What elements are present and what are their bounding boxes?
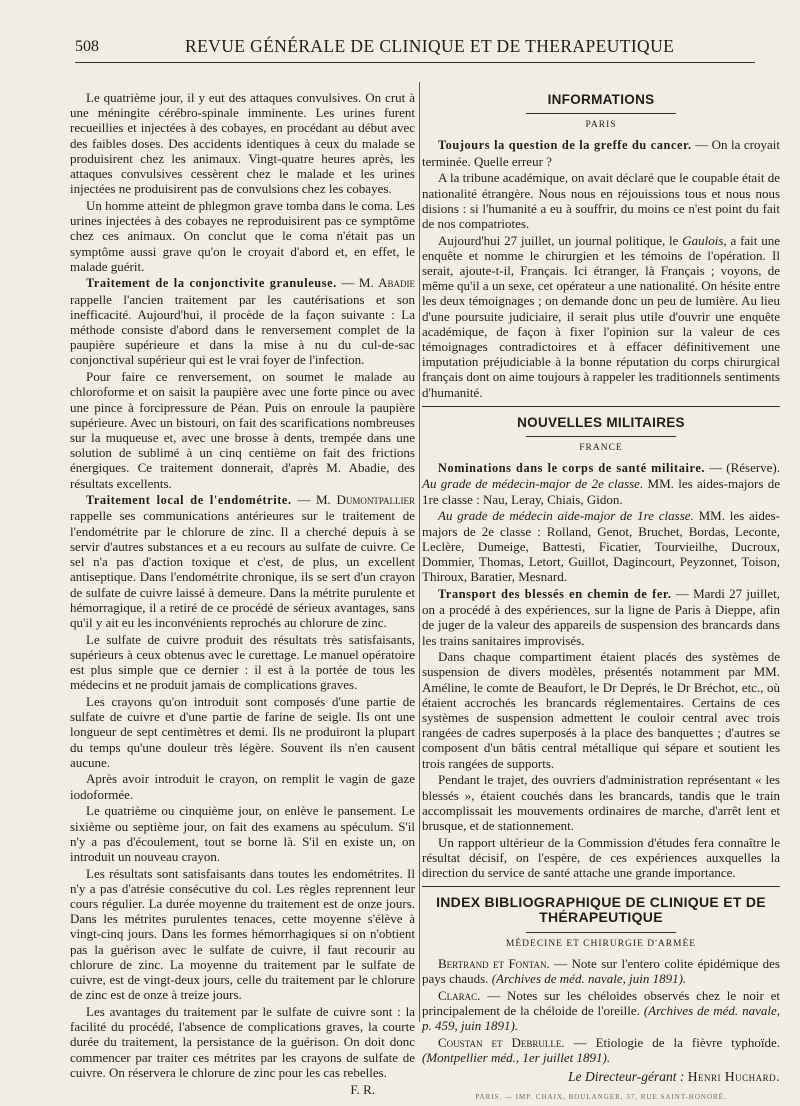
journal-title: REVUE GÉNÉRALE DE CLINIQUE ET DE THERAPEUTIQUE <box>185 36 675 56</box>
paragraph: Le sulfate de cuivre produit des résultats très satisfaisants, supérieurs à ceux obtenus avec le curettage. Le manuel opératoire est plus simple que ce dernier : il est à la portée de tous les médecins et ne produit jamais de complications graves. <box>70 631 415 693</box>
paragraph: A la tribune académique, on avait déclaré que le coupable était de nationalité étrangère. Nous nous en réjouissions tous et nous nous disions : si l'humanité a eu à souffrir, du moins ce n'est point du fait de nos compatriotes. <box>422 170 780 231</box>
entry-authors: Bertrand et Fontan. <box>438 955 550 971</box>
text-span: , a fait une enquête et nomme le chirurgien et les témoins de l'opération. Il serait, ajoute-t-il, Français. Ici étranger, là Français ; voyons, de même qu'il a un sexe, cet opérateur a une nationalité. On hésite entre les deux témoignages ; on demande donc un peu de lumière. Au lieu d'une poursuite judiciaire, il serait plus utile d'ouvrir une enquête académique, de façon à fixer l'opinion sur la valeur de ces témoignages contradictoires et à effacer définitivement une imputation préjudiciable à la bonne réputation du corps chirurgical français dont on aime toujours à rappeler les traditionnels sentiments d'humanité. <box>422 232 780 400</box>
section-endometrite: Traitement local de l'endométrite. — M. Dumontpallier rappelle ses communications antérieures sur le traitement de l'endométrite par le chlorure de zinc. Il a cherché depuis à se servir d'autres substances et a eu recours au sulfate de cuivre. Ce sel n'a pas d'action toxique et c'est, de plus, un excellent antiseptique. Dans l'endométrite chronique, ils se sert d'un crayon de sulfate de cuivre laissé à demeure. Dans la métrite purulente et hémorragique, il a retiré de ce procédé de sérieux avantages, sans qu'il y ait eu les inconvénients reprochés au chlorure de zinc. <box>70 492 415 630</box>
informations-heading: INFORMATIONS <box>547 92 655 107</box>
author-name: Dumontpallier <box>336 492 415 508</box>
section-text: (Réserve). <box>726 460 781 476</box>
printer-imprint: PARIS. — IMP. CHAIX, BOULANGER, 37, RUE SAINT-HONORÉ. <box>475 1093 727 1102</box>
names-list: MM. les aides-majors de 1re classe : Nau, Leray, Chiais, Gidon. <box>422 476 780 507</box>
heading-rule <box>526 436 676 437</box>
heading-rule <box>526 932 676 933</box>
grade-label: Au grade de médecin aide-major de 1re classe. <box>438 508 694 524</box>
section-title: Toujours la question de la greffe du cancer. <box>438 138 692 153</box>
paragraph: Un rapport ultérieur de la Commission d'études fera connaître le résultat décisif, on l'espère, de ces expériences auxquelles la direction du service de santé attache une grande importance. <box>422 834 780 881</box>
paragraph: Les crayons qu'on introduit sont composés d'une partie de sulfate de cuivre et d'une partie de farine de seigle. Ils ont une longueur de sept centimètres et demi. Ils ne produiront la plupart du temps qu'une douleur très légère. Souvent ils n'en causent aucune. <box>70 693 415 770</box>
section-title: Traitement de la conjonctivite granuleuse. <box>86 276 337 291</box>
directeur-label: Le Directeur-gérant : <box>568 1069 688 1085</box>
section-conjonctivite: Traitement de la conjonctivite granuleuse. — M. Abadie rappelle l'ancien traitement par les cautérisations et son inefficacité. Aujourd'hui, il procède de la façon suivante : La méthode consiste d'abord dans le renversement complet de la paupière supérieure et dans la mise à nu du cul-de-sac conjonctival supérieur qui est le vrai foyer de l'infection. <box>70 275 415 368</box>
section-greffe: Toujours la question de la greffe du cancer. — On la croyait terminée. Quelle erreur ? <box>422 137 780 169</box>
informations-subheading: PARIS <box>585 120 617 131</box>
section-title: Nominations dans le corps de santé militaire. <box>438 461 706 476</box>
index-heading: INDEX BIBLIOGRAPHIQUE DE CLINIQUE ET DE THÉRAPEUTIQUE <box>436 894 766 926</box>
paragraph: Pendant le trajet, des ouvriers d'administration représentant « les blessés », étaient couchés dans les brancards, tandis que le train accomplissait les mouvements ordinaires de marche, d'arrêt lent et brusque, et de stationnement. <box>422 772 780 833</box>
entry-source: (Archives de méd. navale, p. 459, juin 1891). <box>422 1002 780 1034</box>
journal-name: Gaulois <box>682 232 724 248</box>
section-text: rappelle ses communications antérieures sur le traitement de l'endométrite par le chlorure de zinc. Il a cherché depuis à se servir d'autres substances et a eu recours au sulfate de cuivre. Ce sel n'a pas d'action toxique et c'est, de plus, un excellent antiseptique. Dans l'endométrite chronique, ils se sert d'un crayon de sulfate de cuivre laissé à demeure. Dans la métrite purulente et hémorragique, il a retiré de ce procédé de sérieux avantages, sans qu'il y ait eu les inconvénients reprochés au chlorure de zinc. <box>70 508 415 630</box>
paragraph <box>422 233 780 400</box>
right-column <box>422 90 780 1106</box>
paragraph: Dans chaque compartiment étaient placés des systèmes de suspension de divers modèles, présentés notamment par MM. Améline, le comte de Beaufort, le Dr Deprés, le Dr Bréchot, etc., où étaient accrochés les brancards réglementaires. Certains de ces systèmes de suspension admettent le couloir central avec trois rangées de cadres superposés à la place des banquettes ; d'autres se composent d'un bâtis central métallique qui sépare et soutient les trois rangées de supports. <box>422 649 780 771</box>
paragraph: Un homme atteint de phlegmon grave tomba dans le coma. Les urines injectées à des cobayes ne reproduisirent pas ce symptôme chez ces animaux. On conclut que le coma n'était pas un symptôme aussi grave qu'on le croyait d'abord et, en effet, le malade guérit. <box>70 197 415 274</box>
section-text: On la croyait terminée. Quelle erreur ? <box>422 137 780 169</box>
militaires-subheading: FRANCE <box>579 443 623 454</box>
directeur-gerant <box>422 1069 780 1084</box>
entry-text: — Notes sur les chéloides observés chez le noir et principalement de la chéloide de l'oreille. <box>422 987 780 1018</box>
left-column <box>70 90 415 1098</box>
section-rule <box>422 406 780 407</box>
paragraph: Les avantages du traitement par le sulfate de cuivre sont : la facilité du procédé, l'absence de complications graves, la courte durée du traitement, la persistance de la guérison. On doit donc commencer par traiter ces métrites par les crayons de sulfate de cuivre. On réservera le chlorure de zinc pour les cas rebelles. <box>70 1003 415 1080</box>
section-text: rappelle l'ancien traitement par les cautérisations et son inefficacité. Aujourd'hui, il procède de la façon suivante : La méthode consiste d'abord dans le renversement complet de la paupière supérieure et dans la mise à nu du cul-de-sac conjonctival supérieur qui est le vrai foyer de l'infection. <box>70 291 415 368</box>
bibliography-entry <box>422 956 780 986</box>
index-subheading: MÉDECINE ET CHIRURGIE D'ARMÉE <box>505 938 697 949</box>
paragraph <box>422 508 780 584</box>
entry-authors: Coustan et Debrulle. <box>438 1034 565 1050</box>
names-list: MM. les aides-majors de 2e classe : Rolland, Genot, Bruchet, Bordas, Leconte, Leclère, Dumeige, Battesti, Ficatier, Tourvieilhe, Ducroux, Dommier, Thomas, Letort, Guillot, Dagincourt, Peyzonnet, Toison, Thiroux, Baratier, Mesnard. <box>422 508 781 585</box>
paragraph: Après avoir introduit le crayon, on remplit le vagin de gaze iodoformée. <box>70 771 415 802</box>
entry-text: — Note sur l'entero colite épidémique des pays chauds. <box>422 955 780 987</box>
section-nominations: Nominations dans le corps de santé militaire. — (Réserve). Au grade de médecin-major de 2e classe. MM. les aides-majors de 1re classe : Nau, Leray, Chiais, Gidon. <box>422 460 781 507</box>
section-transport: Transport des blessés en chemin de fer. — Mardi 27 juillet, on a procédé à des expériences, sur la ligne de Paris à Dieppe, afin de juger de la valeur des appareils de suspension des brancards dans les trains sanitaires improvisés. <box>422 585 780 648</box>
entry-source: (Montpellier méd., 1er juillet 1891). <box>422 1050 611 1066</box>
grade-label: Au grade de médecin-major de 2e classe. <box>422 476 644 492</box>
section-text: Mardi 27 juillet, on a procédé à des expériences, sur la ligne de Paris à Dieppe, afin de juger de la valeur des appareils de suspension des brancards dans les trains sanitaires improvisés. <box>422 585 780 648</box>
militaires-heading: NOUVELLES MILITAIRES <box>517 414 685 430</box>
paragraph: Le quatrième ou cinquième jour, on enlève le pansement. Le sixième ou septième jour, on fait des examens au spéculum. S'il n'y a pas d'écoulement, tout se borne là. S'il en existe un, on introduit un nouveau crayon. <box>70 803 415 864</box>
text-span: Aujourd'hui 27 juillet, un journal politique, le <box>438 232 683 248</box>
section-title: Traitement local de l'endométrite. <box>86 493 292 508</box>
paragraph: Pour faire ce renversement, on soumet le malade au chloroforme et on saisit la paupière avec une forte pince ou avec une pince à forcipressure de Péan. Puis on enroule la paupière supérieure. Avec un bistouri, on fait des scarifications nombreuses sur la muqueuse et, avec une brosse à dents, trempée dans une solution de sublimé à un cinq centième on fait des frictions énergiques. Ce traitement donnerait, d'après M. Abadie, des résultats excellents. <box>70 369 415 491</box>
author-name: Abadie <box>378 275 415 291</box>
page-number: 508 <box>75 38 99 55</box>
header-rule <box>75 62 755 63</box>
entry-text: — Etiologie de la fièvre typhoïde. <box>573 1034 780 1050</box>
heading-rule <box>526 113 676 114</box>
directeur-name: Henri Huchard. <box>687 1069 780 1085</box>
entry-authors: Clarac. <box>438 987 481 1003</box>
page-header <box>75 30 755 58</box>
entry-source: (Archives de méd. navale, juin 1891). <box>491 971 687 987</box>
section-rule <box>422 886 780 887</box>
column-divider <box>419 82 420 1022</box>
bibliography-entry <box>422 1035 780 1065</box>
signature: F. R. <box>350 1081 375 1097</box>
paragraph: Le quatrième jour, il y eut des attaques convulsives. On crut à une méningite cérébro-spinale imminente. Les urines furent recueillies et injectées à des cobayes, en procédant au début avec des faibles doses. Des accidents identiques à ceux du malade se produisirent chez les animaux. Vingt-quatre heures après, les attaques convulsives cessèrent chez le malade et les urines injectées ne produisirent pas de convulsions chez les cobayes. <box>70 90 415 197</box>
section-title: Transport des blessés en chemin de fer. <box>438 586 672 601</box>
paragraph: Les résultats sont satisfaisants dans toutes les endométrites. Il n'y a pas d'atrésie consécutive du col. Les règles reprennent leur cours régulier. La durée moyenne du traitement est de onze jours. Dans les métrites purulentes tenaces, cette moyenne s'élève à vingt-cinq jours. Dans les formes hémorrhagiques si on n'obtient pas la guérison avec le sulfate de cuivre, il faut recourir au chlorure de zinc. La moyenne du traitement par le sulfate de cuivre, est de vingt-deux jours, celle du traitement par le chlorure de zinc est de onze à treize jours. <box>70 865 415 1003</box>
